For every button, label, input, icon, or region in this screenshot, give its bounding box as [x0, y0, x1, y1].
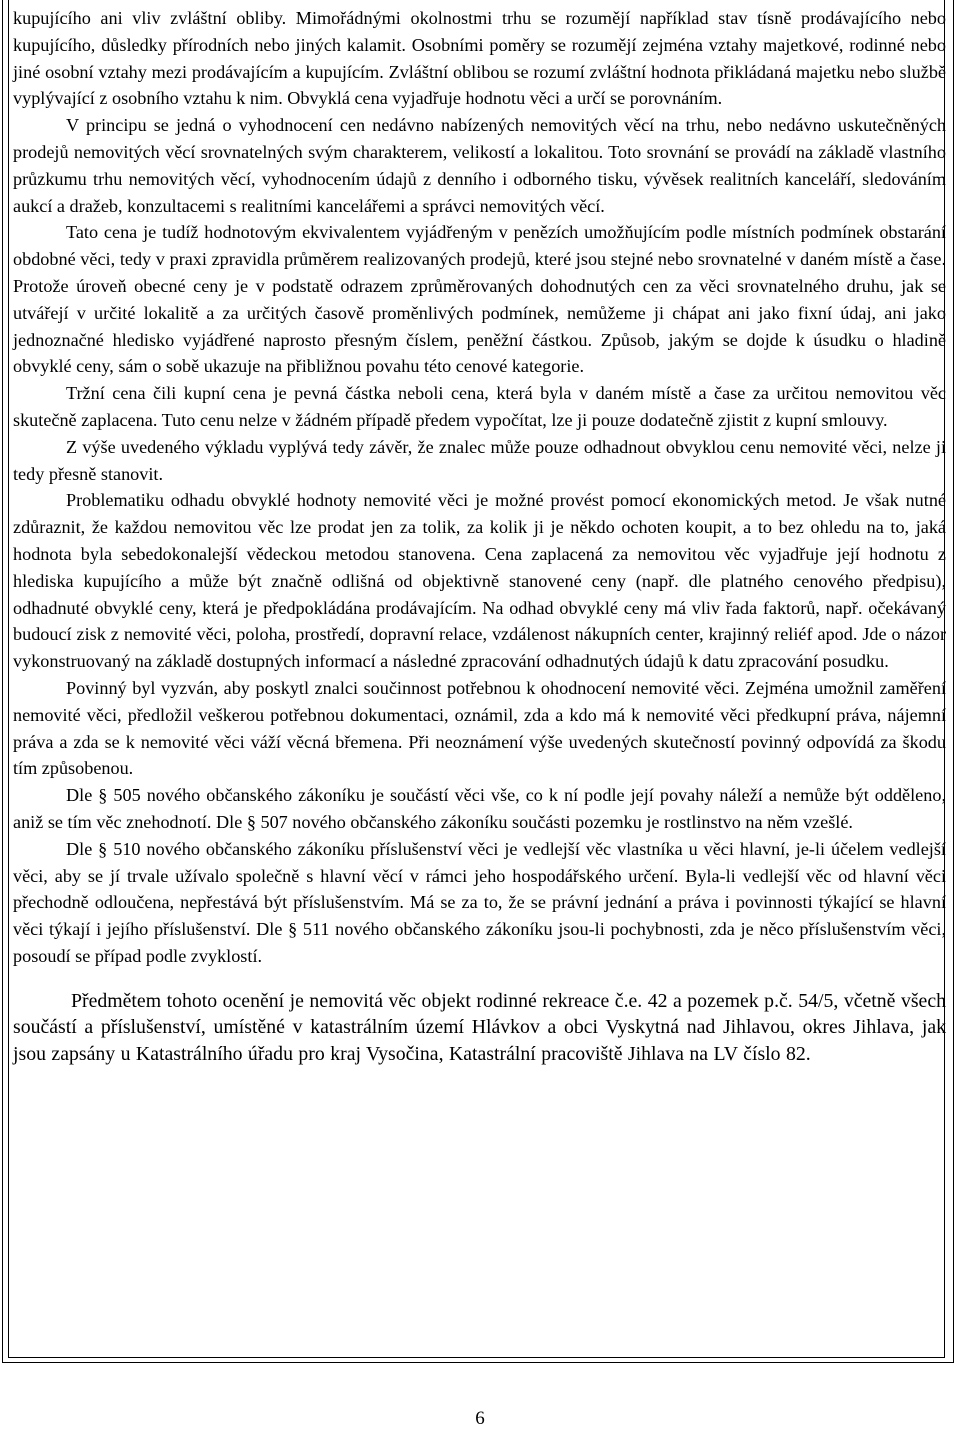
- paragraph-trzni-cena: Tržní cena čili kupní cena je pevná částka neboli cena, která byla v daném místě a čase za určitou nemovitou věc skutečně zaplacena. Tuto cenu nelze v žádném případě předem vypočítat, lze ji pouze dodatečně zjistit z kupní smlouvy.: [13, 383, 946, 430]
- paragraph-obvykla-cena: kupujícího ani vliv zvláštní obliby. Mimořádnými okolnostmi trhu se rozumějí například stav tísně prodávajícího nebo kupujícího, důsledky přírodních nebo jiných kalamit. Osobními poměry se rozumějí zejména vztahy majetkové, rodinné nebo jiné osobní vztahy mezi prodávajícím a kupujícím. Zvláštní oblibou se rozumí zvláštní hodnota přikládaná majetku nebo službě vyplývající z osobního vztahu k nim. Obvyklá cena vyjadřuje hodnotu věci a určí se porovnáním.: [13, 8, 946, 109]
- paragraph-soucinnost: Povinný byl vyzván, aby poskytl znalci součinnost potřebnou k ohodnocení nemovité věci. Zejména umožnil zaměření nemovité věci, předložil veškerou potřebnou dokumentaci, oznámil, zda a kdo má k nemovité věci předkupní práva, nájemní práva a zda se k nemovité věci váží věcná břemena. Při neoznámení výše uvedených skutečností povinný odpovídá za škodu tím způsobenou.: [13, 677, 946, 779]
- page-number: 6: [475, 1408, 485, 1429]
- paragraph-hodnotovy-ekvivalent: Tato cena je tudíž hodnotovým ekvivalentem vyjádřeným v penězích umožňujícím podle místních podmínek obstarání obdobné věci, tedy v praxi zpravidla průměrem realizovaných prodejů, které jsou stejné nebo srovnatelné v daném místě a čase. Protože úroveň obecné ceny je v podstatě odrazem zprůměrovaných dohodnutých cen za věci srovnatelného druhu, jak se utvářejí v určité lokalitě a za určitých časově proměnlivých podmínek, nemůžeme ji chápat ani jako fixní údaj, ani jako jednoznačné hledisko vyjádřené naprosto přesným číslem, peněžní částkou. Způsob, jakým se dojde k úsudku o hladině obvyklé ceny, sám o sobě ukazuje na přibližnou povahu této cenové kategorie.: [13, 222, 946, 377]
- paragraph-zaver: Z výše uvedeného výkladu vyplývá tedy závěr, že znalec může pouze odhadnout obvyklou cenu nemovité věci, nelze ji tedy přesně stanovit.: [13, 436, 946, 484]
- paragraph-princip-vyhodnoceni: V principu se jedná o vyhodnocení cen nedávno nabízených nemovitých věcí na trhu, nebo nedávno uskutečněných prodejů nemovitých věcí srovnatelných svým charakterem, velikostí a lokalitou. Toto srovnání se provádí na základě vlastního průzkumu trhu nemovitých věcí, vyhodnocením údajů z denního i odborného tisku, vývěsek realitních kanceláří, sledováním aukcí a dražeb, konzultacemi s realitními kancelářemi a správci nemovitých věcí.: [13, 115, 946, 216]
- document-body: [13, 5, 946, 1068]
- subject-of-valuation-text: Předmětem tohoto ocenění je nemovitá věc objekt rodinné rekreace č.e. 42 a pozemek p.č. 54/5, včetně všech součástí a příslušenství, umístěné v katastrálním území Hlávkov a obci Vyskytná nad Jihlavou, okres Jihlava, jak jsou zapsány u Katastrálního úřadu pro kraj Vysočina, Katastrální pracoviště Jihlava na LV číslo 82.: [13, 989, 946, 1066]
- paragraph-soucast-veci: Dle § 505 nového občanského zákoníku je součástí věci vše, co k ní podle její povahy náleží a nemůže být odděleno, aniž se tím věc znehodnotí. Dle § 507 nového občanského zákoníku součásti pozemku je rostlinstvo na něm vzešlé.: [13, 785, 946, 832]
- subject-of-valuation: [13, 988, 946, 1068]
- paragraph-ekonomicke-metody: Problematiku odhadu obvyklé hodnoty nemovité věci je možné provést pomocí ekonomických metod. Je však nutné zdůraznit, že každou nemovitou věc lze prodat jen za tolik, za kolik ji je někdo ochoten koupit, a to bez ohledu na to, jaká hodnota byla sebedokonalejší vědeckou metodou stanovena. Cena zaplacená za nemovitou věc vyjadřuje její hodnotu z hlediska kupujícího a může být značně odlišná od objektivně stanovené ceny (např. dle platného cenového předpisu), odhadnuté obvyklé ceny, která je předpokládána prodávajícím. Na odhad obvyklé ceny má vliv řada faktorů, např. očekávaný budoucí zisk z nemovité věci, poloha, prostředí, dopravní relace, vzdálenost nákupních center, krajinný reliéf apod. Jde o názor vykonstruovaný na základě dostupných informací a následné zpracování odhadnutých údajů k datu zpracování posudku.: [13, 490, 946, 672]
- paragraph-prislusenstvi: Dle § 510 nového občanského zákoníku příslušenství věci je vedlejší věc vlastníka u věci hlavní, je-li účelem vedlejší věci, aby se jí trvale užívalo společně s hlavní věcí v rámci jeho hospodářského určení. Byla-li vedlejší věc od hlavní věci přechodně odloučena, nepřestává být příslušenstvím. Má se za to, že se právní jednání a práva i povinnosti týkající se hlavní věci týkají i jejího příslušenství. Dle § 511 nového občanského zákoníku jsou-li pochybnosti, zda je něco příslušenstvím věci, posoudí se případ podle zvyklostí.: [13, 838, 946, 966]
